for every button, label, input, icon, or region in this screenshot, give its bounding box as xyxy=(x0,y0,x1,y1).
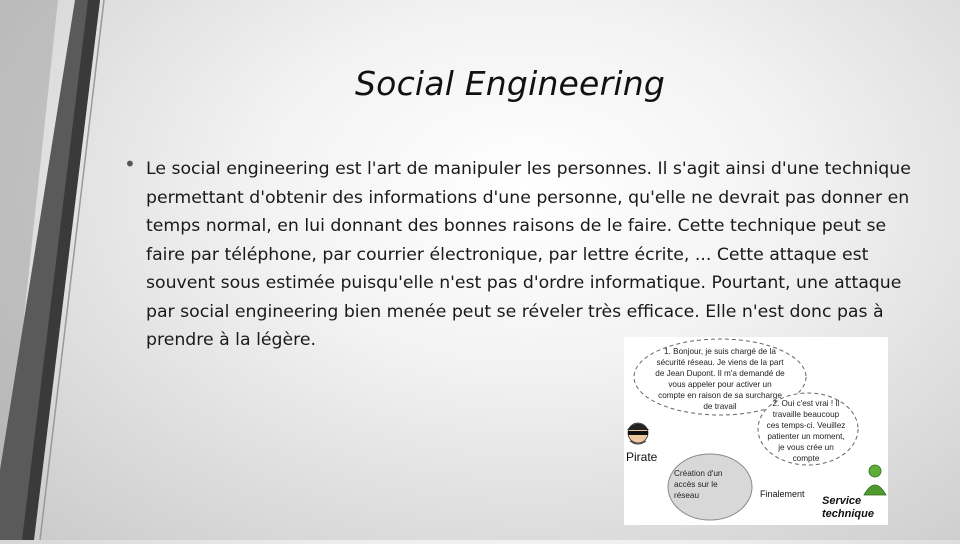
label-finalement: Finalement xyxy=(760,489,805,499)
bullet-marker: • xyxy=(124,152,136,176)
slide-title: Social Engineering xyxy=(355,64,665,103)
bubble-access-creation: Création d'un accès sur le réseau xyxy=(674,469,723,500)
bullet-paragraph: Le social engineering est l'art de manipuler les personnes. Il s'agit ainsi d'une technique permettant d'obtenir des informations d'une personne, qu'elle ne devrait pas donner en temps normal, en lui donnant des bonnes raisons de le faire. Cette technique peut se faire par téléphone, par courrier électronique, par lettre écrite, ... Cette attaque est souvent sous estimée puisqu'elle n'est pas d'ordre informatique. Pourtant, une attaque par social engineering bien menée peut se réveler très efficace. Elle n'est donc pas à prendre à la légère. xyxy=(146,159,911,350)
label-pirate: Pirate xyxy=(626,450,658,464)
bubble-hacker-speech: 1. Bonjour, je suis chargé de la sécurité réseau. Je viens de la part de Jean Dupont. Il m'a demandé de vous appeler pour activer un compte en raison de sa surcharge de travail xyxy=(655,347,785,411)
bubble-service-reply: 2. Oui c'est vrai ! Il travaille beaucoup ces temps-ci. Veuillez patienter un moment, je vous crée un compte xyxy=(766,399,846,463)
pirate-icon xyxy=(627,423,649,444)
technician-icon xyxy=(864,465,886,495)
social-engineering-illustration xyxy=(624,337,888,525)
label-service-technique: Service technique xyxy=(822,495,874,520)
